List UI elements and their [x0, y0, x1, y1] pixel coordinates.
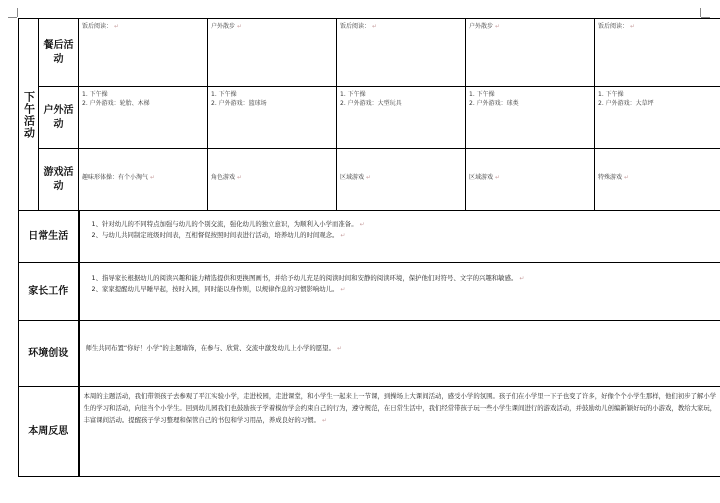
after-meal-cell: 饭后阅读： ↵: [337, 19, 466, 87]
environment-content: 师生共同布置“你好！小学”的主题墙饰，在参与、欣赏、交流中激发幼儿上小学的愿望。 ↵: [79, 321, 720, 387]
weekly-plan-table: [18, 18, 720, 477]
daily-life-content: 1、针对幼儿的不同特点加强与幼儿的个别交流，强化幼儿的独立意识，为顺利入小学而准备。 ↵ 2、与幼儿共同制定班级时间表，互相督促按照时间表进行活动，培养幼儿的时间观念。 ↵: [79, 211, 720, 263]
game-cell: 特殊游戏 ↵: [595, 149, 720, 211]
outdoor-cell: 1. 下午操 2. 户外游戏：球类: [466, 87, 595, 149]
row-game: [19, 149, 720, 211]
outdoor-cell: 1. 下午操 2. 户外游戏：轮胎、木梯: [79, 87, 208, 149]
game-cell: 趣味形体操：有个小淘气 ↵: [79, 149, 208, 211]
outdoor-label: 户外活动: [39, 87, 79, 149]
row-after-meal: [19, 19, 720, 87]
afternoon-header: 下午活动: [19, 19, 39, 211]
outdoor-cell: 1. 下午操 2. 户外游戏：大型玩具: [337, 87, 466, 149]
after-meal-cell: 饭后阅读： ↵: [79, 19, 208, 87]
game-cell: 区域游戏 ↵: [466, 149, 595, 211]
environment-label: 环境创设: [19, 321, 79, 387]
after-meal-label: 餐后活动: [39, 19, 79, 87]
after-meal-cell: 户外散步 ↵: [208, 19, 337, 87]
daily-life-label: 日常生活: [19, 211, 79, 263]
row-reflection: [19, 387, 720, 477]
row-parents: [19, 263, 720, 321]
outdoor-cell: 1. 下午操 2. 户外游戏：篮球场: [208, 87, 337, 149]
after-meal-cell: 户外散步 ↵: [466, 19, 595, 87]
game-label: 游戏活动: [39, 149, 79, 211]
game-cell: 角色游戏 ↵: [208, 149, 337, 211]
parents-content: 1、指导家长根据幼儿的阅读兴趣和能力精选提供和更换图画书，并给予幼儿充足的阅读时间和安静的阅读环境，保护他们对符号、文字的兴趣和敏感。 ↵ 2、家家提醒幼儿早睡早起，按时入园，同时能以身作则，以规律作息的习惯影响幼儿。 ↵: [79, 263, 720, 321]
game-cell: 区域游戏 ↵: [337, 149, 466, 211]
after-meal-cell: 饭后阅读： ↵: [595, 19, 720, 87]
row-daily-life: [19, 211, 720, 263]
row-outdoor: [19, 87, 720, 149]
document-page: [8, 8, 717, 494]
reflection-label: 本周反思: [19, 387, 79, 477]
row-environment: [19, 321, 720, 387]
outdoor-cell: 1. 下午操 2. 户外游戏：大草坪: [595, 87, 720, 149]
parents-label: 家长工作: [19, 263, 79, 321]
reflection-content: 本周的主题活动，我们带领孩子去参观了平江实验小学，走进校园，走进课堂，和小学生一起来上一节课，到操场上大课间活动，感受小学的氛围。孩子们在小学里一下子也变了许多，好像个个小学生那样，他们初步了解小学生的学习和活动，向往当个小学生。回到幼儿园我们也鼓励孩子学着模仿学会约束自己的行为，遵守规范，在日常生活中，我们经常带孩子玩一些小学生课间进行的游戏活动，并鼓励幼儿创编新颖好玩的小游戏，教给大家玩，丰富课间活动。提醒孩子学习整理和保管自己的书包和学习用品，养成良好的习惯。 ↵: [79, 387, 720, 477]
